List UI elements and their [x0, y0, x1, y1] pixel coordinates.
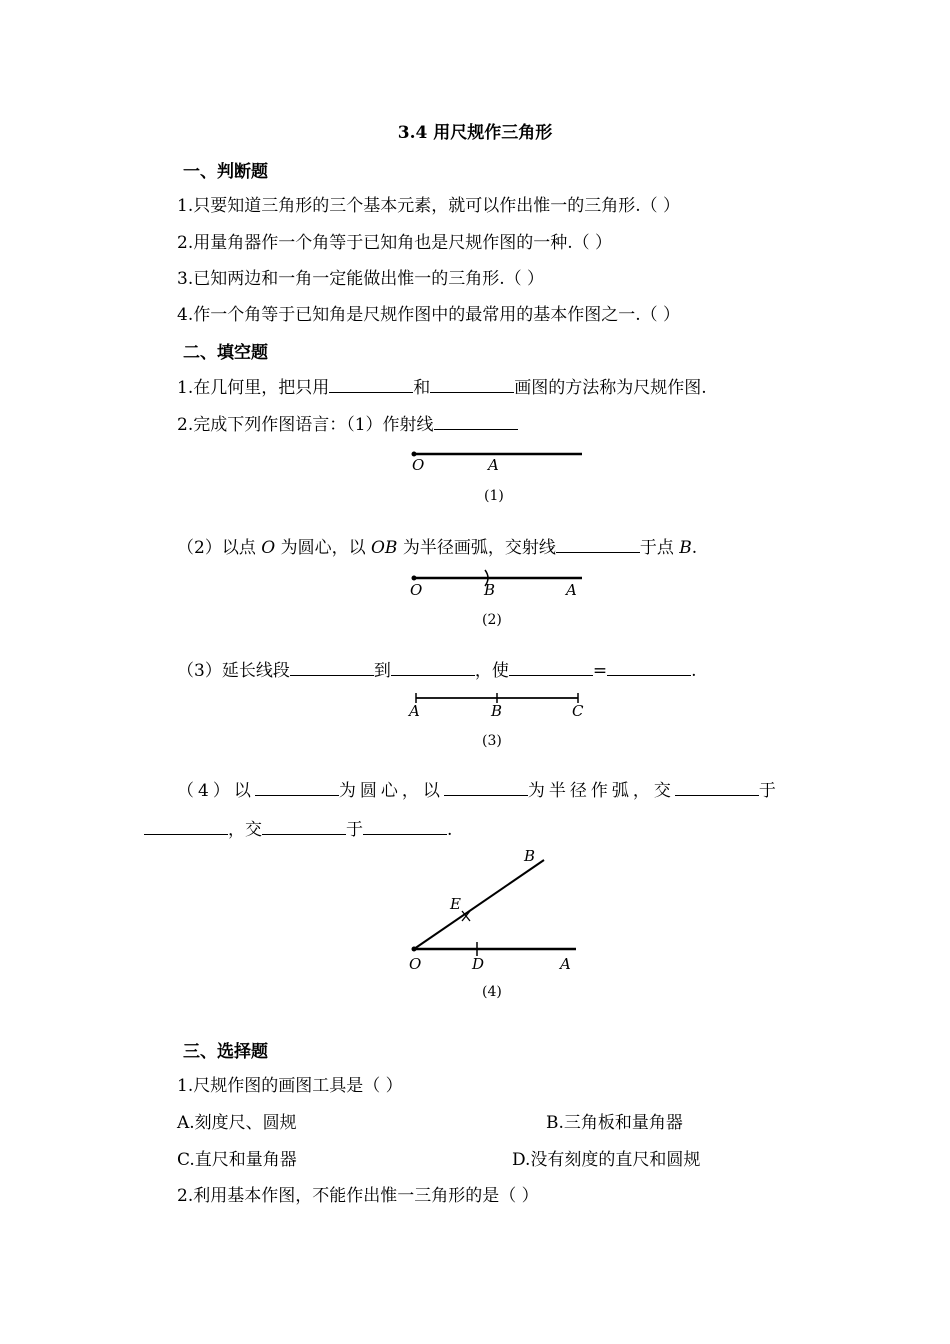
label-c: C — [572, 702, 584, 720]
fill-question-2-4-line1 — [177, 776, 780, 801]
text: . — [691, 538, 698, 558]
text: ，交 — [228, 820, 262, 840]
answer-blank[interactable] — [434, 415, 518, 430]
answer-blank[interactable] — [255, 781, 339, 796]
figure-caption: (2) — [482, 612, 502, 628]
choice-question-1: 1.尺规作图的画图工具是（ ） — [177, 1076, 403, 1096]
text: = — [592, 661, 608, 681]
figure-3 — [400, 688, 600, 753]
answer-blank[interactable] — [675, 781, 759, 796]
fill-question-1 — [177, 373, 707, 398]
section-heading-choice: 三、选择题 — [183, 1042, 268, 1062]
text: 于点 — [639, 538, 680, 558]
answer-blank[interactable] — [329, 378, 413, 393]
text: 于 — [758, 781, 780, 801]
figure-caption: (4) — [482, 984, 502, 1000]
text-b: B — [679, 538, 692, 558]
judgment-item-4: 4.作一个角等于已知角是尺规作图中的最常用的基本作图之一.（ ） — [177, 305, 681, 325]
text: ，使 — [474, 661, 509, 681]
answer-blank[interactable] — [391, 661, 475, 676]
fill-q2-pre: 2.完成下列作图语言：（1）作射线 — [177, 415, 434, 435]
text: . — [691, 661, 697, 681]
text: . — [447, 820, 453, 840]
label-o: O — [410, 581, 423, 599]
text-ob: OB — [370, 538, 398, 558]
label-a: A — [488, 456, 499, 474]
answer-blank[interactable] — [509, 661, 593, 676]
figure-caption: (1) — [484, 488, 504, 504]
point-o — [412, 947, 417, 952]
option-c[interactable]: C.直尺和量角器 — [177, 1150, 297, 1170]
text: （4）以 — [177, 781, 255, 801]
fill-q1-mid: 和 — [413, 378, 431, 398]
label-e: E — [450, 895, 461, 913]
fill-q1-post: 画图的方法称为尺规作图. — [514, 378, 707, 398]
figure-4 — [400, 845, 600, 1005]
judgment-item-2: 2.用量角器作一个角等于已知角也是尺规作图的一种.（ ） — [177, 233, 613, 253]
choice-question-2: 2.利用基本作图，不能作出惟一三角形的是（ ） — [177, 1186, 539, 1206]
label-o: O — [409, 955, 422, 973]
judgment-item-1: 1.只要知道三角形的三个基本元素，就可以作出惟一的三角形.（ ） — [177, 196, 681, 216]
fill-q1-pre: 1.在几何里，把只用 — [177, 378, 330, 398]
fill-question-2-4-line2 — [144, 815, 452, 840]
figure-1 — [400, 445, 600, 510]
figure-caption: (3) — [482, 733, 502, 749]
answer-blank[interactable] — [290, 661, 374, 676]
answer-blank[interactable] — [607, 661, 691, 676]
text-o: O — [261, 538, 276, 558]
text: 于 — [346, 820, 363, 840]
page-title: 3.4 用尺规作三角形 — [397, 123, 553, 143]
text: 为圆心，以 — [338, 781, 444, 801]
label-a: A — [560, 955, 571, 973]
point-o — [412, 576, 417, 581]
answer-blank[interactable] — [556, 538, 640, 553]
label-a: A — [409, 702, 420, 720]
label-b: B — [484, 581, 496, 599]
fill-question-2 — [177, 410, 518, 435]
text: （2）以点 — [177, 538, 262, 558]
text: 到 — [373, 661, 391, 681]
label-d: D — [472, 955, 485, 973]
figure-2 — [400, 568, 600, 633]
fill-question-2-2 — [177, 533, 697, 558]
answer-blank[interactable] — [363, 820, 447, 835]
option-b[interactable]: B.三角板和量角器 — [546, 1113, 683, 1133]
option-a[interactable]: A.刻度尺、圆规 — [177, 1113, 297, 1133]
text: 为圆心，以 — [275, 538, 371, 558]
text: 为半径作弧，交 — [527, 781, 675, 801]
label-a: A — [566, 581, 577, 599]
judgment-item-3: 3.已知两边和一角一定能做出惟一的三角形.（ ） — [177, 269, 545, 289]
answer-blank[interactable] — [262, 820, 346, 835]
text: 为半径画弧，交射线 — [397, 538, 556, 558]
answer-blank[interactable] — [144, 820, 228, 835]
label-o: O — [412, 456, 425, 474]
fill-question-2-3 — [177, 656, 696, 681]
answer-blank[interactable] — [444, 781, 528, 796]
option-d[interactable]: D.没有刻度的直尺和圆规 — [512, 1150, 701, 1170]
answer-blank[interactable] — [430, 378, 514, 393]
section-heading-fill: 二、填空题 — [183, 343, 268, 363]
label-b: B — [491, 702, 503, 720]
section-heading-judgment: 一、判断题 — [183, 162, 268, 182]
text: （3）延长线段 — [177, 661, 290, 681]
ray-ob — [414, 860, 544, 949]
label-b: B — [524, 847, 536, 865]
